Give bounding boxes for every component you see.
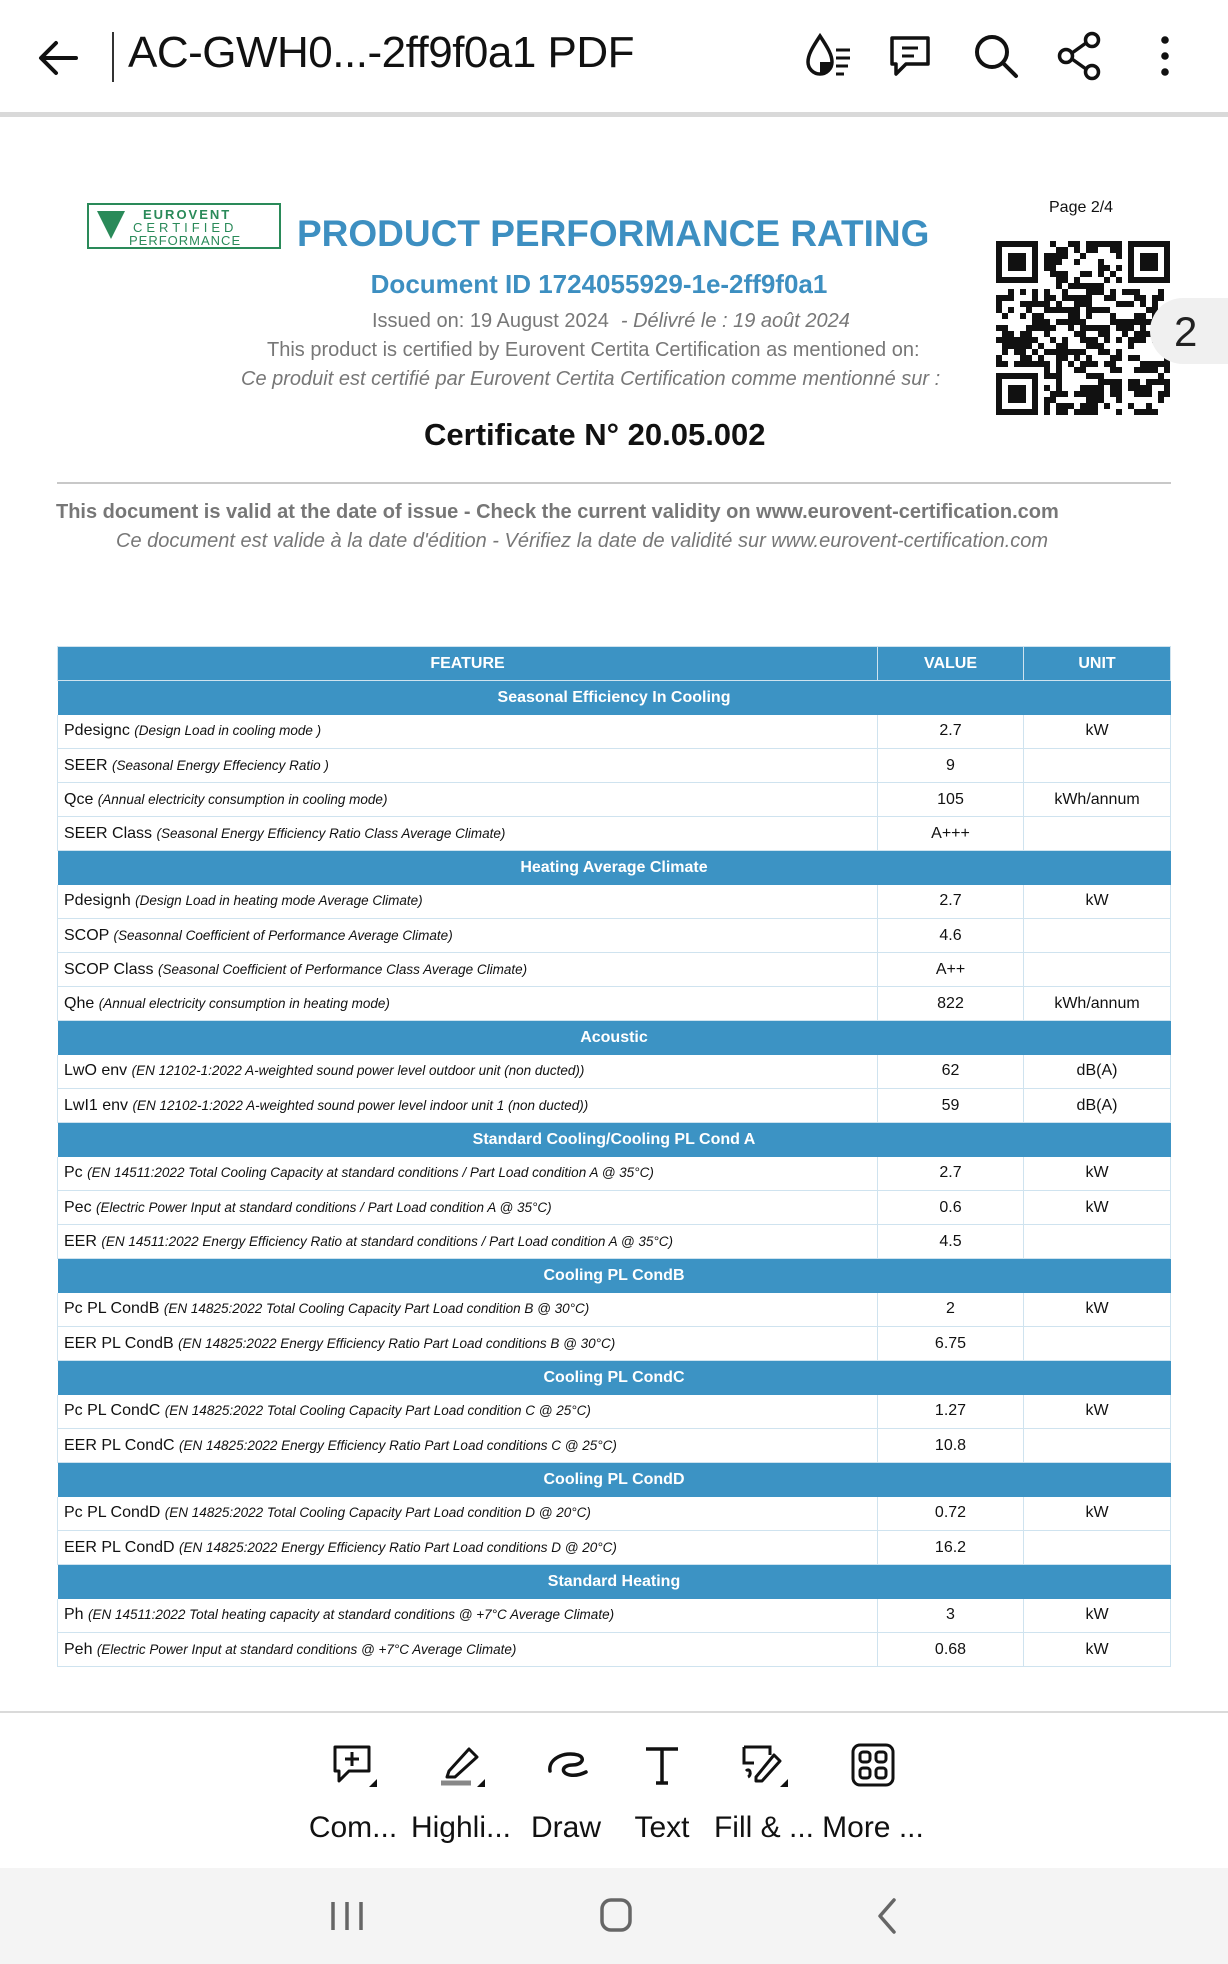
value-cell: 2.7 xyxy=(878,885,1024,919)
table-section-row xyxy=(58,681,1171,715)
table-row xyxy=(58,1633,1171,1667)
validity-note-fr: Ce document est valide à la date d'édition - Vérifiez la date de validité sur www.eurovent-certification.com xyxy=(116,530,1049,552)
value-cell: 2.7 xyxy=(878,715,1024,749)
feature-cell xyxy=(58,919,878,953)
feature-description: (EN 14825:2022 Energy Efficiency Ratio Part Load conditions C @ 25°C) xyxy=(179,1437,617,1453)
text-icon xyxy=(638,1741,686,1789)
highlighter-icon xyxy=(437,1741,485,1789)
table-row xyxy=(58,1225,1171,1259)
feature-cell xyxy=(58,1191,878,1225)
value-cell: 10.8 xyxy=(878,1429,1024,1463)
table-section-row xyxy=(58,1565,1171,1599)
unit-cell: kW xyxy=(1024,1497,1171,1531)
unit-header: UNIT xyxy=(1024,647,1171,681)
more-tools-icon xyxy=(849,1741,897,1789)
document-id: Document ID 1724055929-1e-2ff9f0a1 xyxy=(370,269,828,299)
value-cell: 6.75 xyxy=(878,1327,1024,1361)
unit-cell xyxy=(1024,817,1171,851)
issued-date xyxy=(372,310,850,333)
section-title: Cooling PL CondC xyxy=(58,1361,1171,1395)
issued-en: Issued on: 19 August 2024 xyxy=(372,310,609,332)
page-number-badge[interactable] xyxy=(1150,298,1228,364)
feature-description: (Seasonal Coefficient of Performance Class Average Climate) xyxy=(157,961,528,977)
feature-name: EER PL CondD xyxy=(64,1538,175,1556)
table-section-row xyxy=(58,1463,1171,1497)
text-tool-label: Text xyxy=(634,1811,690,1844)
unit-cell: kW xyxy=(1024,885,1171,919)
feature-description: (Design Load in cooling mode ) xyxy=(134,723,322,739)
unit-cell: kW xyxy=(1024,1395,1171,1429)
unit-cell: dB(A) xyxy=(1024,1055,1171,1089)
unit-cell xyxy=(1024,1225,1171,1259)
system-navigation-bar xyxy=(0,1868,1228,1964)
table-section-row xyxy=(58,1021,1171,1055)
feature-cell xyxy=(58,1157,878,1191)
feature-name: SCOP Class xyxy=(64,960,154,978)
add-comment-icon xyxy=(329,1741,377,1789)
table-row xyxy=(58,1055,1171,1089)
certified-by-en: This product is certified by Eurovent Certita Certification as mentioned on: xyxy=(267,339,920,361)
feature-name: EER PL CondB xyxy=(64,1334,174,1352)
qr-code-icon xyxy=(996,241,1170,415)
feature-name: Qce xyxy=(64,790,94,808)
feature-cell xyxy=(58,1293,878,1327)
feature-description: (EN 14825:2022 Total Cooling Capacity Part Load condition B @ 30°C) xyxy=(163,1301,590,1317)
value-cell: A+++ xyxy=(878,817,1024,851)
table-row xyxy=(58,1531,1171,1565)
table-row xyxy=(58,1157,1171,1191)
feature-description: (Electric Power Input at standard conditions @ +7°C Average Climate) xyxy=(96,1641,517,1657)
feature-description: (Annual electricity consumption in heating mode) xyxy=(98,995,390,1011)
text-tool-button[interactable] xyxy=(607,1713,717,1870)
issued-fr: - Délivré le : 19 août 2024 xyxy=(620,310,850,332)
more-tools-button[interactable] xyxy=(818,1713,928,1870)
certificate-number: Certificate N° 20.05.002 xyxy=(424,417,766,452)
title-divider xyxy=(112,32,114,82)
home-icon[interactable] xyxy=(586,1890,646,1942)
table-row xyxy=(58,953,1171,987)
feature-description: (Design Load in heating mode Average Climate) xyxy=(135,893,423,909)
feature-cell xyxy=(58,1497,878,1531)
feature-cell xyxy=(58,749,878,783)
value-cell: 16.2 xyxy=(878,1531,1024,1565)
feature-cell xyxy=(58,1225,878,1259)
document-title[interactable]: AC-GWH0...-2ff9f0a1 PDF xyxy=(128,28,635,77)
feature-description: (Seasonal Energy Efficiency Ratio Class Average Climate) xyxy=(156,825,506,841)
feature-name: EER PL CondC xyxy=(64,1436,175,1454)
table-row xyxy=(58,1089,1171,1123)
draw-tool-button[interactable] xyxy=(511,1713,621,1870)
table-row xyxy=(58,749,1171,783)
unit-cell: kW xyxy=(1024,1157,1171,1191)
table-row xyxy=(58,1327,1171,1361)
feature-name: Pdesignc xyxy=(64,722,130,740)
feature-name: Peh xyxy=(64,1640,93,1658)
table-section-row xyxy=(58,1259,1171,1293)
performance-table xyxy=(57,646,1171,1667)
feature-description: (EN 14825:2022 Total Cooling Capacity Part Load condition C @ 25°C) xyxy=(164,1403,591,1419)
feature-cell xyxy=(58,987,878,1021)
logo-line-1: EUROVENT xyxy=(143,207,232,222)
feature-description: (EN 12102-1:2022 A-weighted sound power level outdoor unit (non ducted)) xyxy=(131,1063,585,1079)
feature-cell xyxy=(58,1429,878,1463)
table-row xyxy=(58,987,1171,1021)
value-cell: 2.7 xyxy=(878,1157,1024,1191)
value-cell: 9 xyxy=(878,749,1024,783)
feature-cell xyxy=(58,885,878,919)
certified-by-fr: Ce produit est certifié par Eurovent Certita Certification comme mentionné sur : xyxy=(241,368,941,390)
share-icon[interactable] xyxy=(1052,28,1108,84)
table-row xyxy=(58,1293,1171,1327)
pdf-page[interactable] xyxy=(0,117,1228,1711)
feature-name: SCOP xyxy=(64,926,110,944)
section-title: Standard Cooling/Cooling PL Cond A xyxy=(58,1123,1171,1157)
feature-description: (EN 12102-1:2022 A-weighted sound power level indoor unit 1 (non ducted)) xyxy=(132,1097,589,1113)
draw-icon xyxy=(542,1741,590,1789)
logo-triangle-icon xyxy=(97,211,125,239)
value-header: VALUE xyxy=(878,647,1024,681)
unit-cell: dB(A) xyxy=(1024,1089,1171,1123)
feature-cell xyxy=(58,1327,878,1361)
feature-cell xyxy=(58,1531,878,1565)
logo-line-3: PERFORMANCE xyxy=(129,233,242,248)
section-title: Heating Average Climate xyxy=(58,851,1171,885)
fill-sign-tool-label: Fill & ... xyxy=(713,1811,814,1844)
unit-cell: kW xyxy=(1024,1191,1171,1225)
feature-name: LwI1 env xyxy=(64,1096,129,1114)
feature-name: Pc PL CondC xyxy=(64,1402,161,1420)
table-row xyxy=(58,1429,1171,1463)
unit-cell: kWh/annum xyxy=(1024,987,1171,1021)
comment-tool-button[interactable] xyxy=(298,1713,408,1870)
table-section-row xyxy=(58,1123,1171,1157)
feature-description: (EN 14825:2022 Energy Efficiency Ratio Part Load conditions D @ 20°C) xyxy=(179,1539,617,1555)
feature-name: Ph xyxy=(64,1606,84,1624)
read-mode-icon[interactable] xyxy=(800,28,856,84)
highlight-tool-button[interactable] xyxy=(406,1713,516,1870)
comments-icon[interactable] xyxy=(884,28,940,84)
section-title: Acoustic xyxy=(58,1021,1171,1055)
unit-cell: kW xyxy=(1024,715,1171,749)
value-cell: 59 xyxy=(878,1089,1024,1123)
unit-cell xyxy=(1024,953,1171,987)
table-row xyxy=(58,919,1171,953)
value-cell: 0.72 xyxy=(878,1497,1024,1531)
value-cell: 62 xyxy=(878,1055,1024,1089)
logo-line-2: CERTIFIED xyxy=(133,220,238,235)
feature-description: (EN 14825:2022 Energy Efficiency Ratio Part Load conditions B @ 30°C) xyxy=(178,1335,616,1351)
more-vertical-icon[interactable] xyxy=(1136,28,1192,84)
value-cell: 105 xyxy=(878,783,1024,817)
recent-apps-icon[interactable] xyxy=(317,1890,377,1942)
feature-description: (Seasonnal Coefficient of Performance Average Climate) xyxy=(113,927,453,943)
table-row xyxy=(58,715,1171,749)
feature-name: Pc xyxy=(64,1164,83,1182)
table-row xyxy=(58,885,1171,919)
section-title: Seasonal Efficiency In Cooling xyxy=(58,681,1171,715)
feature-description: (EN 14511:2022 Total heating capacity at standard conditions @ +7°C Average Climate) xyxy=(88,1607,615,1623)
feature-name: Pc PL CondD xyxy=(64,1504,161,1522)
draw-tool-label: Draw xyxy=(530,1811,601,1844)
feature-name: SEER xyxy=(64,756,108,774)
feature-cell xyxy=(58,1633,878,1667)
feature-cell xyxy=(58,1055,878,1089)
unit-cell xyxy=(1024,919,1171,953)
comment-tool-label: Com... xyxy=(308,1811,398,1844)
back-icon[interactable] xyxy=(858,1890,918,1942)
feature-description: (Annual electricity consumption in cooling mode) xyxy=(97,791,388,807)
table-row xyxy=(58,817,1171,851)
value-cell: 3 xyxy=(878,1599,1024,1633)
unit-cell: kW xyxy=(1024,1293,1171,1327)
value-cell: 4.6 xyxy=(878,919,1024,953)
back-arrow-icon[interactable] xyxy=(30,30,86,86)
feature-description: (Seasonal Energy Effeciency Ratio ) xyxy=(112,757,329,773)
unit-cell xyxy=(1024,1531,1171,1565)
unit-cell xyxy=(1024,1327,1171,1361)
section-title: Cooling PL CondB xyxy=(58,1259,1171,1293)
feature-name: SEER Class xyxy=(64,824,153,842)
feature-name: LwO env xyxy=(64,1062,128,1080)
value-cell: 0.68 xyxy=(878,1633,1024,1667)
feature-name: Pec xyxy=(64,1198,92,1216)
feature-cell xyxy=(58,817,878,851)
feature-description: (EN 14511:2022 Total Cooling Capacity at standard conditions / Part Load condition A @ 35°C) xyxy=(87,1165,654,1181)
app-bar xyxy=(0,0,1228,112)
feature-name: Pdesignh xyxy=(64,892,131,910)
value-cell: A++ xyxy=(878,953,1024,987)
eurovent-logo xyxy=(87,203,281,249)
feature-cell xyxy=(58,783,878,817)
section-title: Standard Heating xyxy=(58,1565,1171,1599)
table-row xyxy=(58,783,1171,817)
page-label: Page 2/4 xyxy=(1049,199,1114,216)
table-row xyxy=(58,1497,1171,1531)
feature-cell xyxy=(58,1395,878,1429)
feature-cell xyxy=(58,953,878,987)
value-cell: 0.6 xyxy=(878,1191,1024,1225)
unit-cell xyxy=(1024,1429,1171,1463)
fill-sign-tool-button[interactable] xyxy=(709,1713,819,1870)
unit-cell xyxy=(1024,749,1171,783)
feature-header: FEATURE xyxy=(58,647,878,681)
feature-cell xyxy=(58,715,878,749)
section-title: Cooling PL CondD xyxy=(58,1463,1171,1497)
table-row xyxy=(58,1395,1171,1429)
feature-description: (EN 14511:2022 Energy Efficiency Ratio at standard conditions / Part Load condition A @ 35°C) xyxy=(101,1233,674,1249)
rating-title: PRODUCT PERFORMANCE RATING xyxy=(297,213,930,254)
search-icon[interactable] xyxy=(968,28,1024,84)
feature-cell xyxy=(58,1599,878,1633)
value-cell: 2 xyxy=(878,1293,1024,1327)
fill-sign-icon xyxy=(740,1741,788,1789)
table-row xyxy=(58,1599,1171,1633)
page-number: 2 xyxy=(1174,308,1198,355)
more-tools-label: More ... xyxy=(822,1811,924,1844)
table-row xyxy=(58,1191,1171,1225)
unit-cell: kW xyxy=(1024,1599,1171,1633)
feature-name: Pc PL CondB xyxy=(64,1300,160,1318)
table-header-row xyxy=(58,647,1171,681)
validity-note-en: This document is valid at the date of issue - Check the current validity on www.eurovent-certification.com xyxy=(56,501,1059,523)
feature-description: (EN 14825:2022 Total Cooling Capacity Part Load condition D @ 20°C) xyxy=(164,1505,591,1521)
value-cell: 822 xyxy=(878,987,1024,1021)
header-rule xyxy=(57,482,1171,484)
table-section-row xyxy=(58,1361,1171,1395)
value-cell: 4.5 xyxy=(878,1225,1024,1259)
bottom-toolbar xyxy=(0,1711,1228,1868)
highlight-tool-label: Highli... xyxy=(410,1811,512,1844)
unit-cell: kWh/annum xyxy=(1024,783,1171,817)
feature-name: EER xyxy=(64,1232,97,1250)
value-cell: 1.27 xyxy=(878,1395,1024,1429)
feature-name: Qhe xyxy=(64,994,95,1012)
feature-description: (Electric Power Input at standard conditions / Part Load condition A @ 35°C) xyxy=(96,1199,552,1215)
unit-cell: kW xyxy=(1024,1633,1171,1667)
feature-cell xyxy=(58,1089,878,1123)
table-section-row xyxy=(58,851,1171,885)
